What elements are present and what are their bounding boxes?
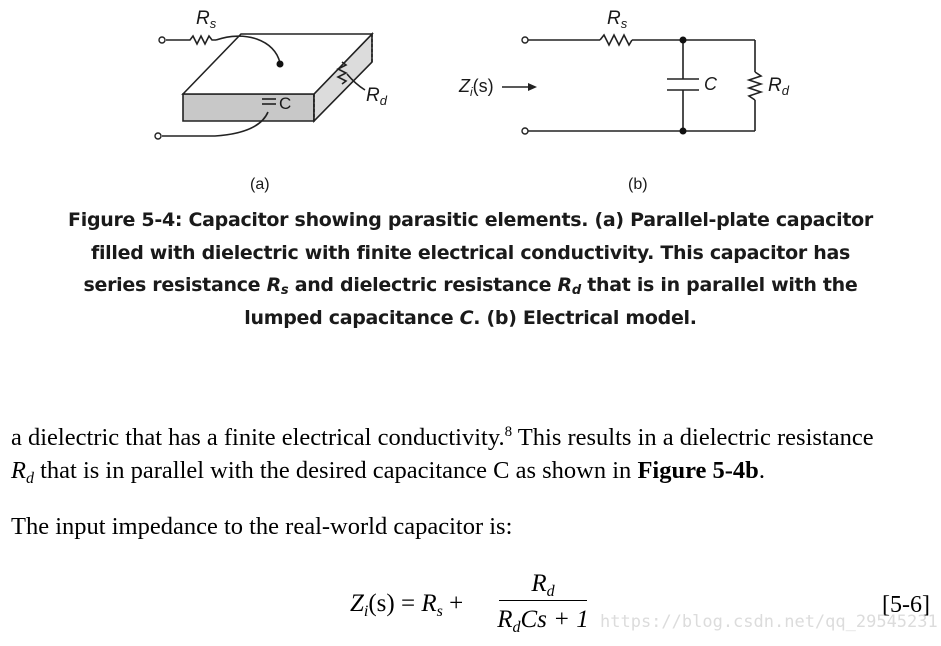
watermark: https://blog.csdn.net/qq_29545231 — [600, 612, 938, 632]
c-label-b: C — [704, 74, 717, 94]
terminal-bottom-a — [155, 133, 161, 139]
rd-label-b: $R_d$ — [768, 75, 789, 98]
footnote-marker: 8 — [504, 424, 513, 440]
circuit-diagram — [502, 35, 761, 131]
fraction-numerator: $R_d$ — [531, 570, 555, 600]
rs-resistor-b — [600, 35, 632, 45]
terminal-top-a — [159, 37, 165, 43]
body-paragraph-2: The input impedance to the real-world capacitor is: — [11, 513, 513, 540]
figure-5-4 — [0, 0, 941, 200]
figure-caption: Figure 5-4: Capacitor showing parasitic elements. (a) Parallel-plate capacitor filled with dielectric with finite electrical conductivity. This capacitor has series resistance $R_s$ and dielectric resistance $R_d$ that is in parallel with the lumped capacitance C. (b) Electrical model. — [68, 209, 873, 329]
equation-fraction — [497, 568, 589, 635]
terminal-bottom-b — [522, 128, 528, 134]
capacitor-side-face — [183, 94, 314, 121]
panel-label-b: (b) — [628, 176, 648, 193]
figure-reference: Figure 5-4b — [637, 457, 759, 484]
c-label-a: C — [279, 94, 292, 113]
junction-top — [680, 37, 687, 44]
fraction-denominator: $R_dCs + 1$ — [497, 606, 589, 636]
terminal-top-b — [522, 37, 528, 43]
junction-bottom — [680, 128, 687, 135]
rs-label-a: $R_s$ — [196, 8, 217, 31]
figure-drawing — [0, 0, 941, 200]
equation-lhs: $Z_i(s) = R_s$ + — [350, 590, 464, 620]
zin-arrow-head — [528, 83, 537, 91]
panel-label-a: (a) — [250, 176, 270, 193]
body-paragraph-1: a dielectric that has a finite electrical conductivity.$^8$ This results in a dielectric resistance $R_d$ that is in parallel with the desired capacitance C as shown in Figure 5-4b. — [11, 424, 874, 487]
rd-label-a: $R_d$ — [366, 85, 387, 108]
rs-label-b: $R_s$ — [607, 8, 628, 31]
capacitor-3d-drawing — [162, 34, 372, 136]
rs-resistor-a — [166, 36, 216, 44]
rd-resistor-b — [749, 72, 761, 100]
zin-label: $Z_i(s)$ — [459, 76, 494, 99]
equation-number: [5-6] — [882, 592, 930, 618]
plate-contact-dot — [277, 61, 284, 68]
